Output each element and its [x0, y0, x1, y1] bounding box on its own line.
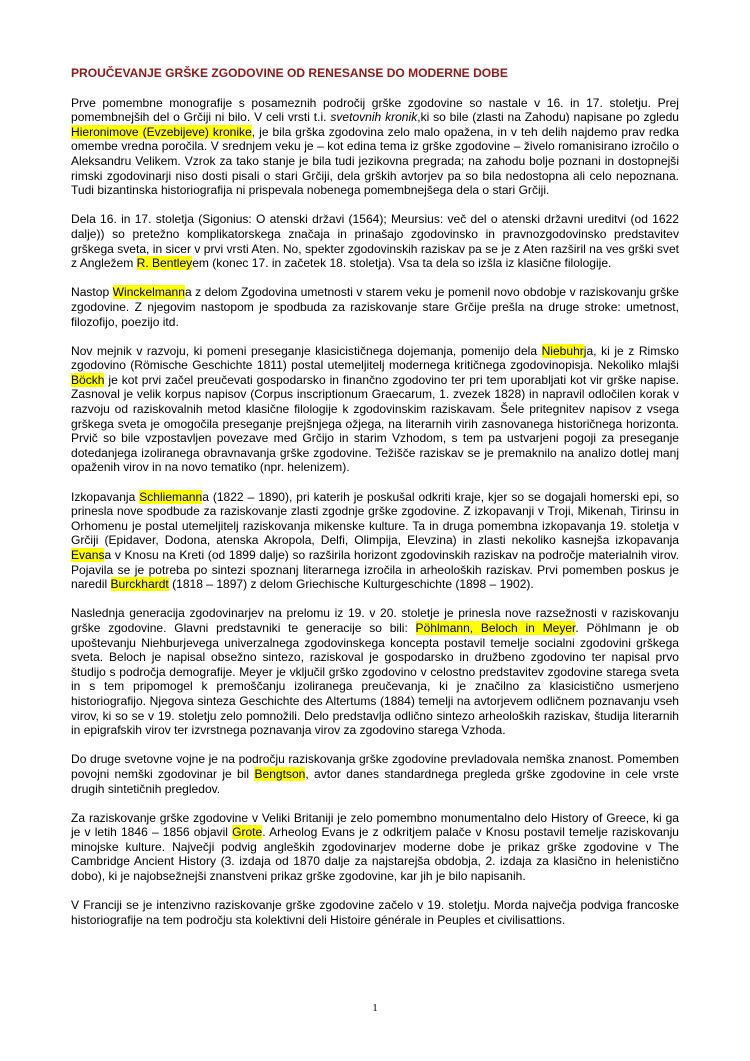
- paragraph-great-britain: [71, 811, 679, 884]
- document-page: [71, 66, 679, 942]
- text: , je bila grška zgodovina zelo malo opažena, in v teh delih najdemo prav redka omembe vredna poročila. V srednjem veku je – kot edina tema iz grške zgodovine – živelo romanisirano izročilo o Aleksandru Velikem. Vzrok za tako stanje je bila tudi jezikovna pregrada; na zahodu bolje poznani in dostopnejši rimski zgodovinarji niso dosti pisali o stari Grčiji, dela grških avtorjev pa so bila nedostopna ali celo nepoznana. Tudi bizantinska historiografija ni prispevala nobenega pomembnejšega dela o stari Grčiji.: [71, 124, 679, 198]
- highlight-grote: Grote: [232, 825, 263, 840]
- document-title: PROUČEVANJE GRŠKE ZGODOVINE OD RENESANSE DO MODERNE DOBE: [71, 66, 508, 80]
- text: a z delom Zgodovina umetnosti v starem veku je pomenil novo obdobje v raziskovanju grške zgodovine. Z njegovim nastopom je spodbuda za raziskovanje stare Grčije prešla na druge stroke: umetnost, filozofijo, poezijo itd.: [71, 285, 679, 329]
- text: Dela 16. in 17. stoletja (Sigonius: O atenski državi (1564); Meursius: več del o atenski državni ureditvi (od 1622 dalje)) so pretežno komplikatorskega značaja in prinašajo zgodovinsko in pravnozgodovinsko predstavitev grškega sveta, in sicer v prvi vrsti Aten. No, spekter zgodovinskih raziskav pa se je z Aten razširil na ves grški svet z Angležem: [71, 212, 679, 271]
- paragraph-early-monographs: [71, 96, 679, 198]
- paragraph-16-17-century: [71, 212, 679, 270]
- text: Nastop: [71, 285, 113, 300]
- highlight-winckelmann: Winckelmann: [112, 285, 185, 300]
- text: Nov mejnik v razvoju, ki pomeni preseganje klasicističnega dojemanja, pomenijo dela: [71, 343, 542, 358]
- italic-term: svetovnih kronik: [330, 110, 418, 125]
- text: Naslednja generacija zgodovinarjev na prelomu iz 19. v 20. stoletje je prinesla nove razsežnosti v raziskovanju grške zgodovine. Glavni predstavniki te generacije so bili:: [71, 606, 679, 635]
- highlight-pohlmann-beloch-meyer: Pöhlmann, Beloch in Meyer: [415, 620, 576, 635]
- paragraph-france: [71, 898, 679, 927]
- text: a (1822 – 1890), pri katerih je poskušal odkriti kraje, kjer so se dogajali homerski epi, so prinesla nove spodbude za raziskovanje zlasti zgodnje grške zgodovine. Z izkopavanji v Troji, Mikenah, Tirinsu in Orhomenu je postal utemeljitelj raziskovanja mikenske kulture. Ta in druga pomembna izkopavanja 19. stoletja v Grčiji (Epidaver, Dodona, atenska Akropola, Delfi, Olimpija, Elevzina) in zlasti nekoliko kasnejša izkopavanja: [71, 489, 680, 548]
- text: a v Knosu na Kreti (od 1899 dalje) so razširila horizont zgodovinskih raziskav na področje materialnih virov. Pojavila se je potreba po sintezi spoznanj literarnega izročila in arheoloških raziskav. Prvi pomemben poskus je naredil: [71, 548, 679, 592]
- paragraph-winckelmann: [71, 285, 679, 329]
- text: . Arheolog Evans je z odkritjem palače v Knosu postavil temelje raziskovanju minojske kulture. Največji podvig angleških zgodovinarjev moderne dobe je prikaz grške zgodovine v The Cambridge Ancient History (3. izdaja od 1870 dalje za najstarejša obdobja, 2. izdaja za klasično in helenistično dobo), ki je najobsežnejši znanstveni prikaz grške zgodovine, kar jih je bilo napisanih.: [71, 825, 679, 884]
- page-number: 1: [372, 1002, 378, 1014]
- text: Izkopavanja: [71, 489, 140, 504]
- paragraph-next-generation: [71, 606, 679, 737]
- highlight-schliemann: Schliemann: [139, 489, 203, 504]
- paragraph-german-science: [71, 752, 679, 796]
- text: em (konec 17. in začetek 18. stoletja). Vsa ta dela so izšla iz klasične filologije.: [192, 256, 612, 271]
- paragraph-niebuhr-bockh: [71, 344, 679, 475]
- text: ,ki so bile (zlasti na Zahodu) napisane po zgledu: [417, 110, 679, 125]
- text: . Pöhlmann je ob upoštevanju Niehburjevega univerzalnega zgodovinskega koncepta postavil temelje socialni zgodovini grškega sveta. Beloch je napisal obsežno sintezo, raziskoval je gospodarsko in družbeno zgodovino ter napisal prvo študijo s področja demografije. Meyer je vključil grško zgodovino v celostno predstavitev zgodovine starega sveta in s tem pripomogel k premoščanju izoliranega preučevanja, ki je značilno za klasicistično usmerjeno historiografijo. Njegova sinteza Geschichte des Altertums (1884) temelji na avtorjevem odličnem poznavanju vseh virov, ki so se v 19. stoletju zelo pomnožili. Delo predstavlja odlično sintezo arheoloških raziskav, študija literarnih in epigrafskih virov ter izvrstnega poznavanja virov za zgodovino starega Vzhoda.: [71, 620, 679, 738]
- highlight-evans: Evans: [71, 548, 105, 562]
- highlight-hieronimove: Hieronimove (Evzebijeve) kronike: [71, 124, 252, 139]
- highlight-bengtson: Bengtson: [254, 766, 306, 781]
- highlight-bentley: R. Bentley: [136, 256, 193, 271]
- text: Do druge svetovne vojne je na področju raziskovanja grške zgodovine prevladovala nemška znanost. Pomemben povojni nemški zgodovinar je bil: [71, 752, 679, 781]
- text: ja, ki je z Rimsko zgodovino (Römische Geschichte 1811) postal utemeljitelj modernega kritičnega zgodovinopisja. Nekoliko mlajši: [71, 343, 679, 373]
- highlight-niebuhr: Niebuhr: [541, 343, 584, 358]
- text: je kot prvi začel preučevati gospodarsko in finančno zgodovino ter pri tem uporabljati kot vir grške napise. Zasnoval je velik korpus napisov (Corpus inscriptionum Graecarum, 1. zvezek 1828) in napravil odločilen korak v razvoju od raziskovalnih metod klasične filologije k zgodovinskim raziskavam. Šele pritegnitev napisov z vsega grškega sveta je omogočila preseganje prejšnjega ožjega, na literarnih virih zasnovanega historičnega horizonta. Prvič so bile vzpostavljen povezave med Grčijo in starim Vzhodom, s tem pa ustvarjeni pogoji za preseganje dotedanjega izoliranega obravnavanja grške zgodovine. Težišče raziskav se je premaknilo na analizo dotlej manj opaženih virov in na novo tematiko (npr. helenizem).: [71, 372, 679, 475]
- text: , avtor danes standardnega pregleda grške zgodovine in cele vrste drugih sintetičnih pregledov.: [71, 766, 679, 796]
- highlight-bockh: Böckh: [71, 372, 105, 387]
- text: Prve pomembne monografije s posameznih področij grške zgodovine so nastale v 16. in 17. stoletju. Prej pomembnejših del o Grčiji ni bilo. V celi vrsti t.i.: [71, 95, 679, 125]
- text: Za raziskovanje grške zgodovine v Veliki Britaniji je zelo pomembno monumentalno delo History of Greece, ki ga je v letih 1846 – 1856 objavil: [71, 810, 679, 840]
- text: V Franciji se je intenzivno raziskovanje grške zgodovine začelo v 19. stoletju. Morda največja podviga francoske historiografije na tem področju sta kolektivni deli Histoire générale in Peuples et civilisattions.: [71, 898, 679, 927]
- paragraph-schliemann: [71, 490, 679, 592]
- highlight-burckhardt: Burckhardt: [110, 577, 169, 592]
- text: (1818 – 1897) z delom Griechische Kulturgeschichte (1898 – 1902).: [168, 577, 534, 592]
